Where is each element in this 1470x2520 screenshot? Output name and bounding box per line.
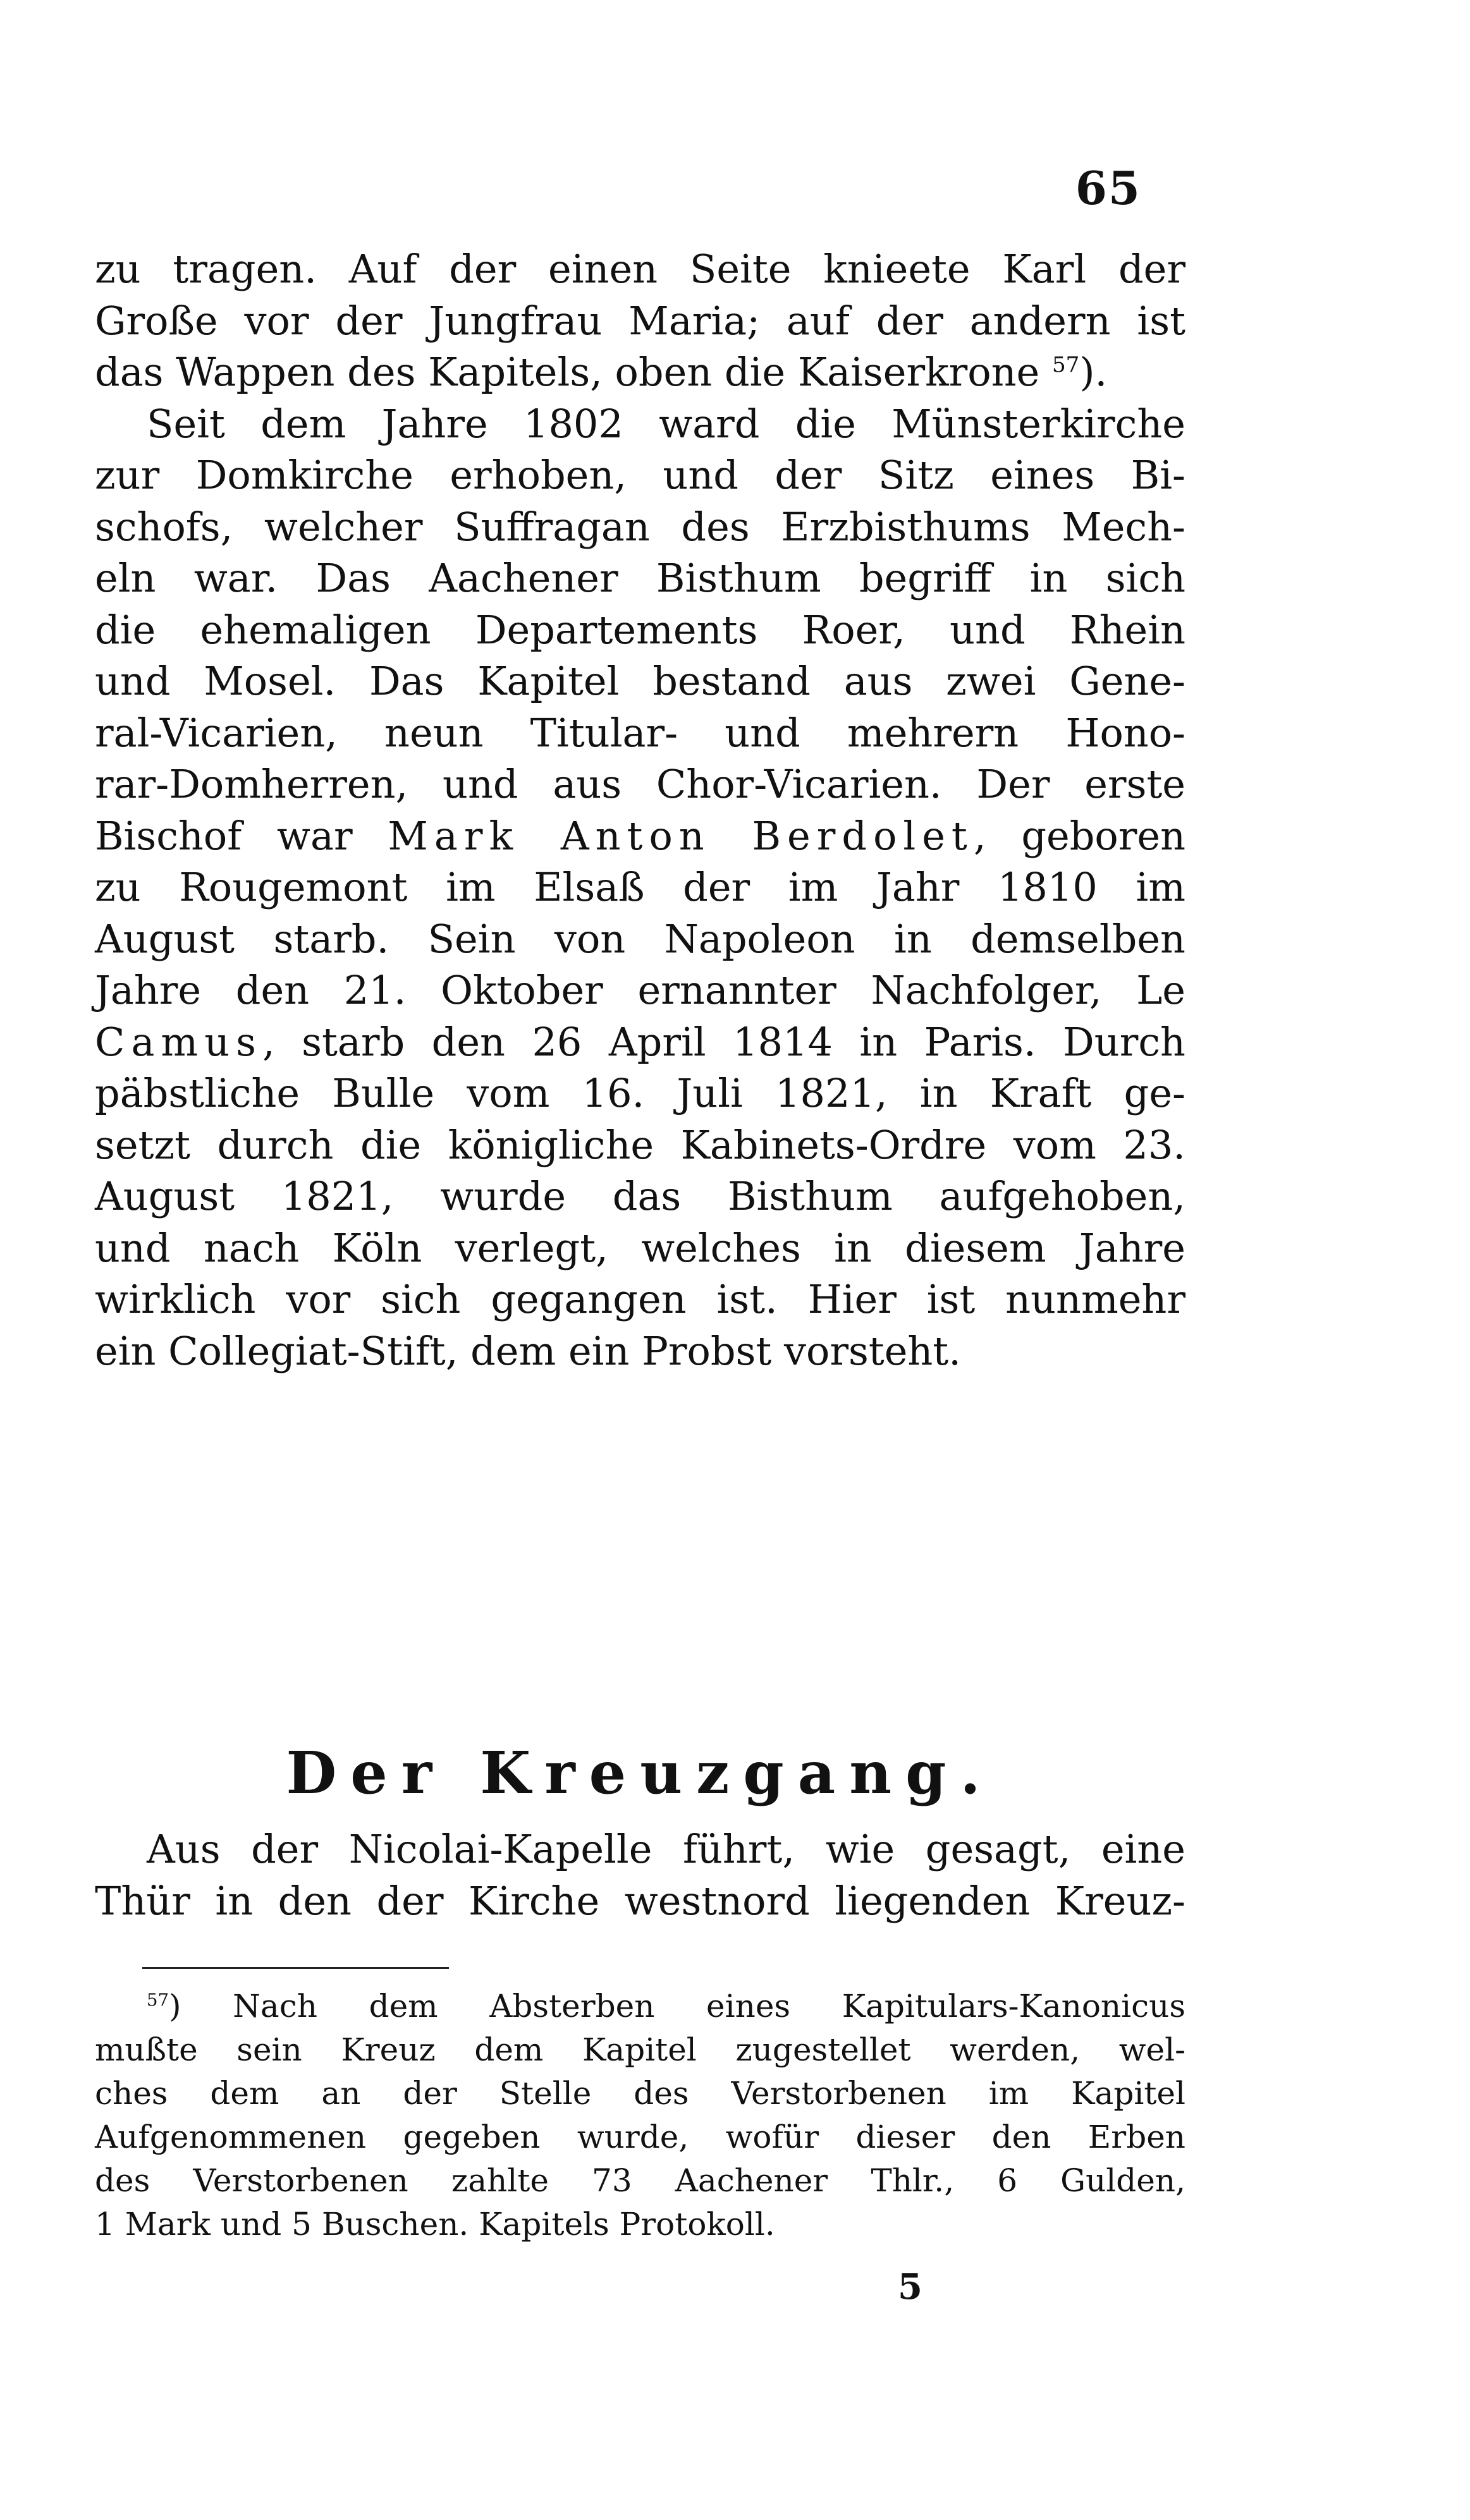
text-line: zu tragen. Auf der einen Seite knieete Karl der [95, 246, 1185, 292]
text-line: und Mosel. Das Kapitel bestand aus zwei Gene- [95, 658, 1185, 704]
footnote-marker: 57 [147, 1990, 169, 2011]
text-line [95, 810, 1185, 862]
text-line: setzt durch die königliche Kabinets-Ordre vom 23. [95, 1121, 1185, 1168]
section-text [95, 1823, 1185, 1927]
text-line: ein Collegiat-Stift, dem ein Probst vorsteht. [95, 1327, 961, 1374]
footnote-line: ches dem an der Stelle des Verstorbenen im Kapitel [95, 2075, 1185, 2112]
text-line: schofs, welcher Suffragan des Erzbisthums Mech- [95, 503, 1185, 550]
text-line: Thür in den der Kirche westnord liegenden Kreuz- [95, 1877, 1185, 1924]
text-line: zur Domkirche erhoben, und der Sitz eines Bi- [95, 452, 1185, 498]
text-fragment: das Wappen des Kapitels, oben die Kaiserkrone [95, 349, 1040, 395]
footnote-line: des Verstorbenen zahlte 73 Aachener Thlr., 6 Gulden, [95, 2162, 1185, 2199]
text-line: August starb. Sein von Napoleon in demselben [95, 915, 1185, 962]
text-fragment: Bischof war [95, 812, 388, 859]
text-line [95, 1016, 1185, 1068]
text-line: päbstliche Bulle vom 16. Juli 1821, in Kraft ge- [95, 1070, 1185, 1116]
footnote-reference: 57 [1051, 352, 1080, 378]
footnote-divider [142, 1967, 449, 1969]
text-fragment: , geboren [973, 812, 1185, 859]
person-name: Camus [95, 1018, 262, 1065]
footnote-line: Aufgenommenen gegeben wurde, wofür dieser den Erben [95, 2119, 1185, 2155]
text-line: Große vor der Jungfrau Maria; auf der andern ist [95, 297, 1185, 344]
section-heading: Der Kreuzgang. [286, 1739, 995, 1807]
page-number: 65 [1075, 161, 1141, 215]
text-line: August 1821, wurde das Bisthum aufgehoben, [95, 1173, 1185, 1219]
text-line: zu Rougemont im Elsaß der im Jahr 1810 im [95, 864, 1185, 910]
footnote-line: mußte sein Kreuz dem Kapitel zugestellet werden, wel- [95, 2031, 1185, 2068]
footnote [95, 1985, 1185, 2246]
footnote-line: 1 Mark und 5 Buschen. Kapitels Protokoll. [95, 2206, 775, 2243]
signature-mark: 5 [898, 2266, 922, 2308]
text-line: ral-Vicarien, neun Titular- und mehrern Hono- [95, 709, 1185, 756]
text-line: Aus der Nicolai-Kapelle führt, wie gesagt, eine [147, 1826, 1185, 1872]
person-name: Mark Anton Berdolet [388, 812, 974, 859]
text-line [95, 346, 1185, 398]
text-line: die ehemaligen Departements Roer, und Rhein [95, 606, 1185, 653]
text-line: rar-Domherren, und aus Chor-Vicarien. Der erste [95, 761, 1185, 807]
text-line: wirklich vor sich gegangen ist. Hier ist nunmehr [95, 1276, 1185, 1322]
footnote-line [95, 1985, 1185, 2028]
text-line: Seit dem Jahre 1802 ward die Münsterkirche [147, 400, 1185, 447]
text-fragment: , starb den 26 April 1814 in Paris. Durch [262, 1018, 1185, 1065]
text-line: Jahre den 21. Oktober ernannter Nachfolger, Le [95, 967, 1185, 1013]
text-fragment: ). [1079, 349, 1108, 395]
text-fragment: ) Nach dem Absterben eines Kapitulars-Kanonicus [169, 1988, 1185, 2024]
text-line: eln war. Das Aachener Bisthum begriff in sich [95, 555, 1185, 601]
text-line: und nach Köln verlegt, welches in diesem Jahre [95, 1224, 1185, 1271]
main-text [95, 243, 1185, 1377]
